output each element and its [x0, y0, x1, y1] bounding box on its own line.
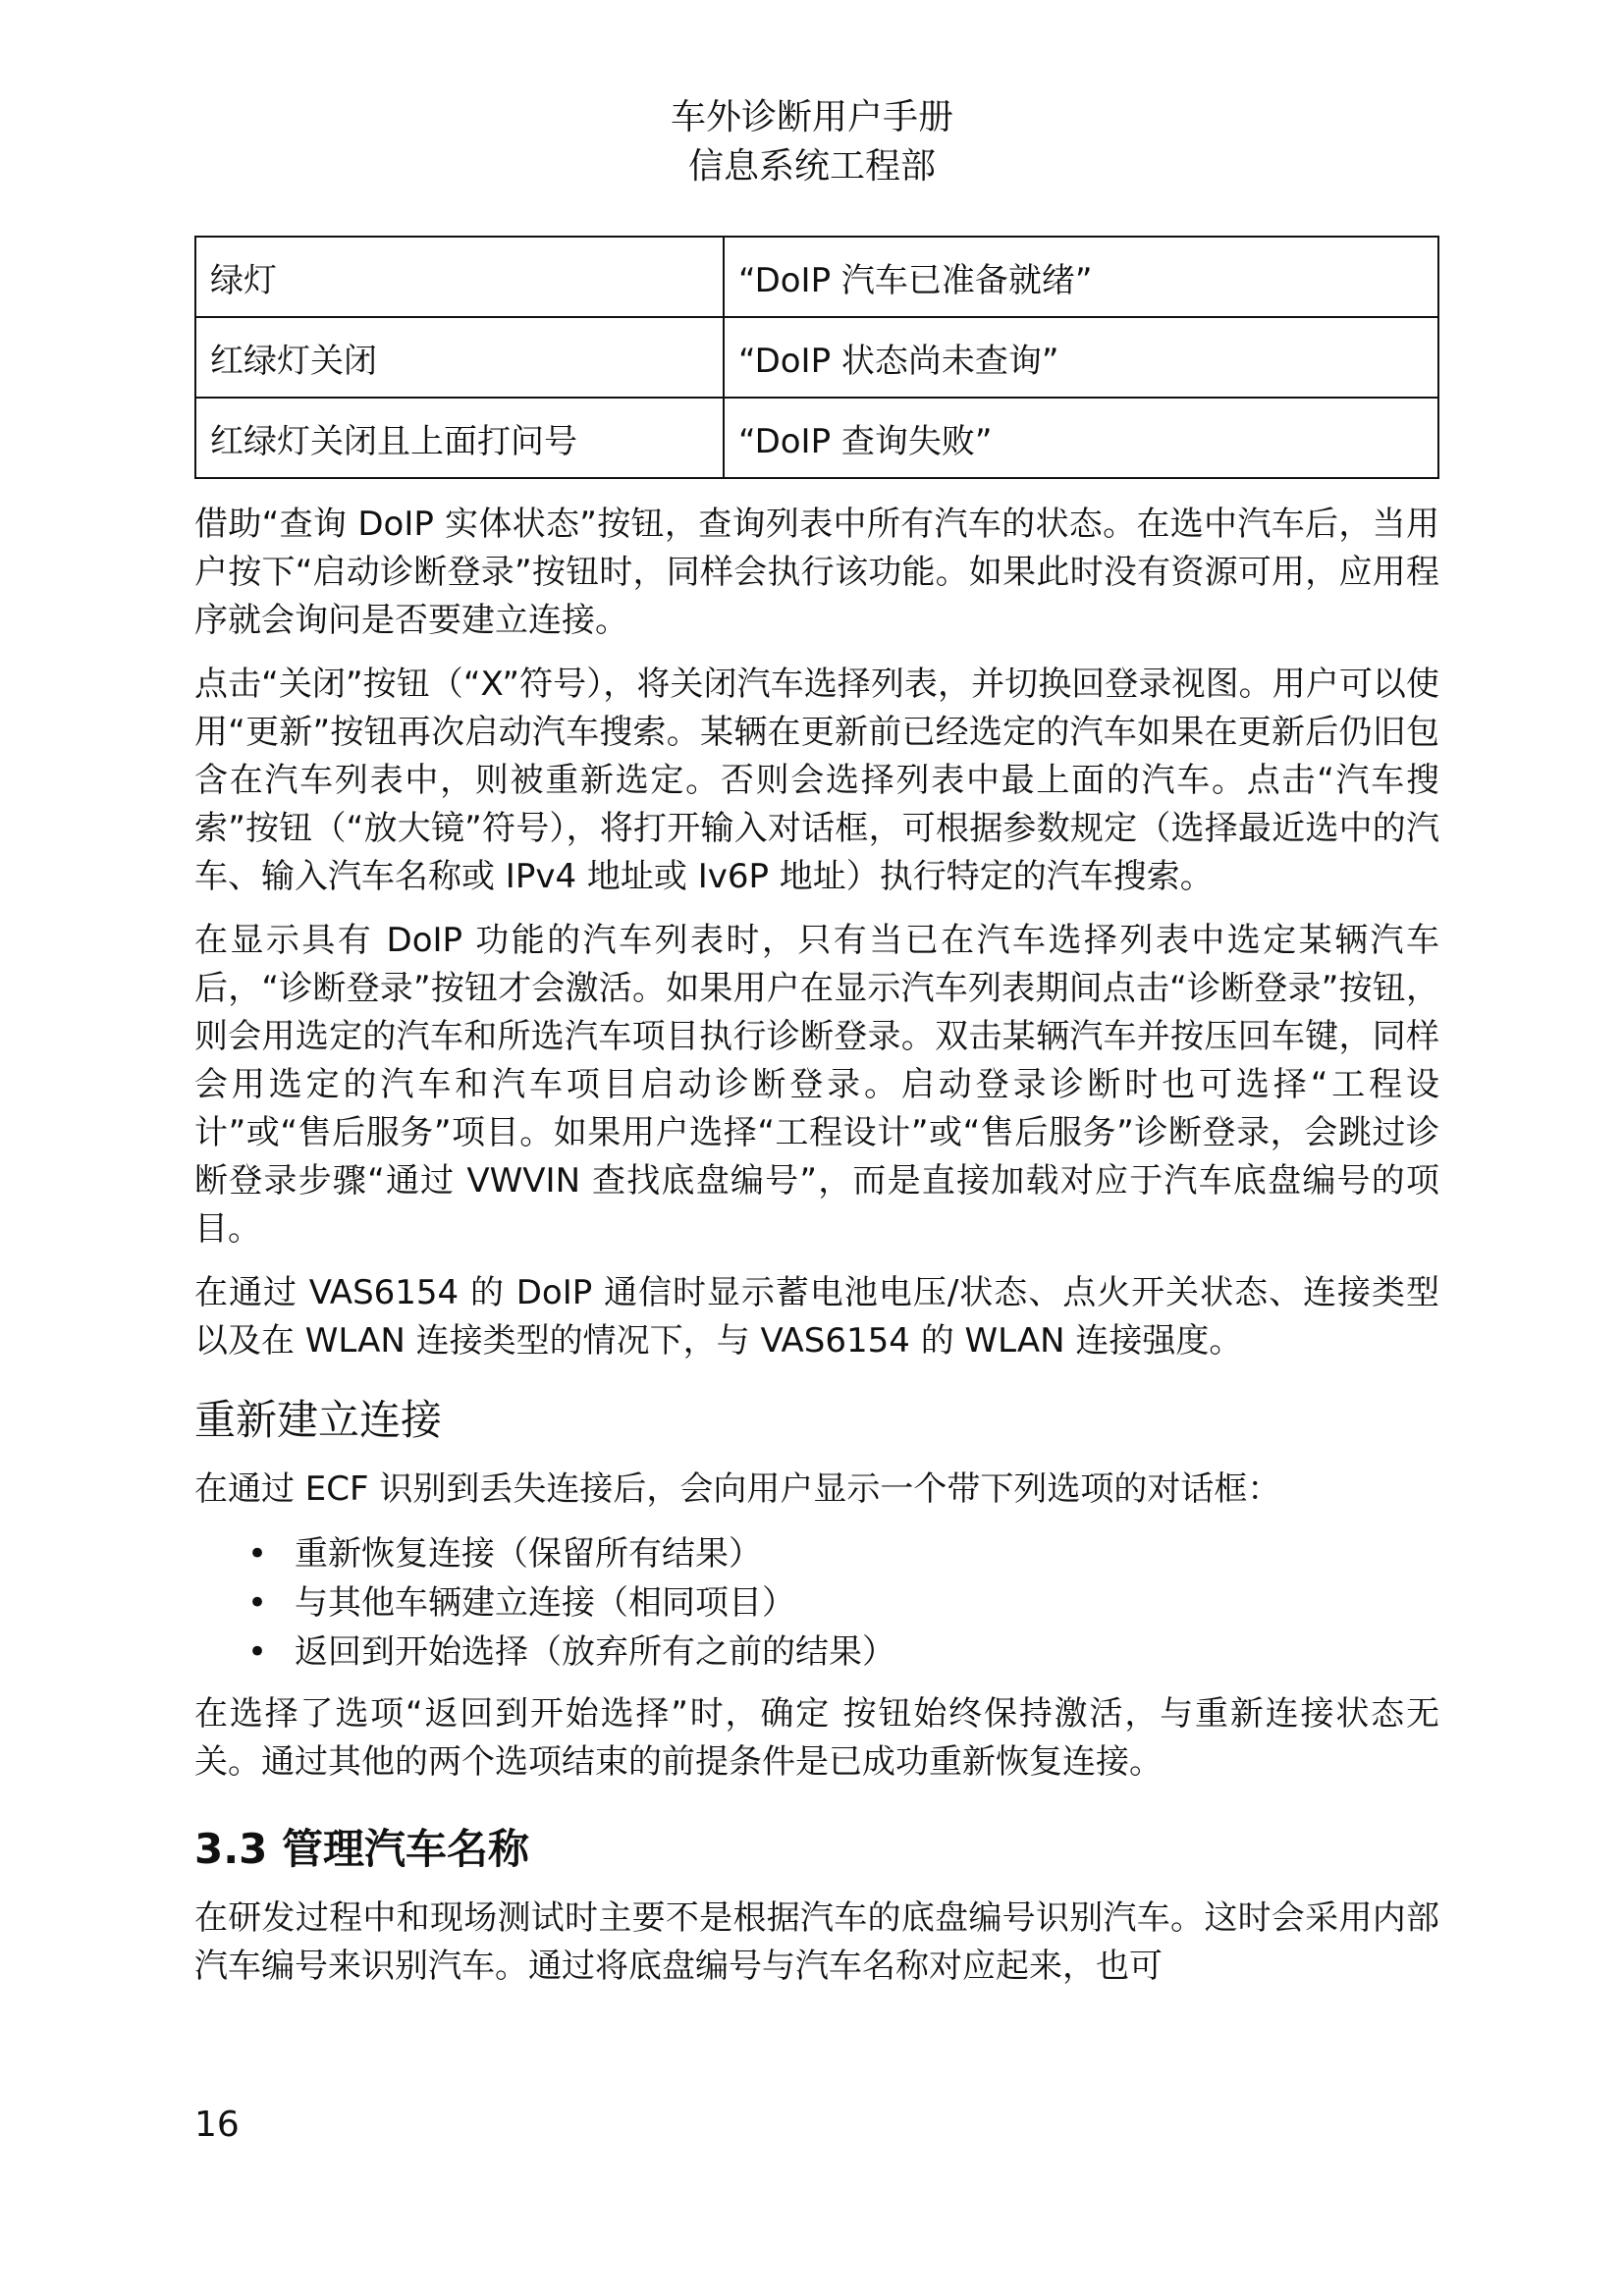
table-cell-indicator: 红绿灯关闭 [195, 317, 724, 398]
page-header [0, 93, 1624, 191]
reconnect-options-list [194, 1529, 1439, 1677]
paragraph-manage-names: 在研发过程中和现场测试时主要不是根据汽车的底盘编号识别汽车。这时会采用内部汽车编号来识别汽车。通过将底盘编号与汽车名称对应起来，也可 [194, 1898, 1439, 1986]
table-cell-meaning: “DoIP 状态尚未查询” [724, 317, 1438, 398]
paragraph-diagnostic-login: 在显示具有 DoIP 功能的汽车列表时，只有当已在汽车选择列表中选定某辆汽车后，“诊断登录”按钮才会激活。如果用户在显示汽车列表期间点击“诊断登录”按钮，则会用选定的汽车和所选汽车项目执行诊断登录。双击某辆汽车并按压回车键，同样会用选定的汽车和汽车项目启动诊断登录。启动登录诊断时也可选择“工程设计”或“售后服务”项目。如果用户选择“工程设计”或“售后服务”诊断登录，会跳过诊断登录步骤“通过 VWVIN 查找底盘编号”，而是直接加载对应于汽车底盘编号的项目。 [194, 921, 1439, 1249]
list-item [247, 1578, 1439, 1628]
body-content [194, 501, 1439, 2006]
table-row [195, 317, 1438, 398]
table-row [195, 398, 1438, 478]
list-item-text: 与其他车辆建立连接（相同项目） [295, 1583, 795, 1623]
paragraph-reconnect-after: 在选择了选项“返回到开始选择”时，确定 按钮始终保持激活，与重新连接状态无关。通过其他的两个选项结束的前提条件是已成功重新恢复连接。 [194, 1694, 1439, 1782]
paragraph-close-and-search: 点击“关闭”按钮（“X”符号），将关闭汽车选择列表，并切换回登录视图。用户可以使用“更新”按钮再次启动汽车搜索。某辆在更新前已经选定的汽车如果在更新后仍旧包含在汽车列表中，则被重新选定。否则会选择列表中最上面的汽车。点击“汽车搜索”按钮（“放大镜”符号），将打开输入对话框，可根据参数规定（选择最近选中的汽车、输入汽车名称或 IPv4 地址或 Iv6P 地址）执行特定的汽车搜索。 [194, 665, 1439, 896]
list-item [247, 1628, 1439, 1677]
table-cell-indicator: 红绿灯关闭且上面打问号 [195, 398, 724, 478]
bullet-icon: • [247, 1632, 268, 1672]
status-legend-table [194, 236, 1439, 479]
table-cell-meaning: “DoIP 汽车已准备就绪” [724, 237, 1438, 317]
header-title: 车外诊断用户手册 [670, 97, 953, 137]
header-department: 信息系统工程部 [687, 146, 936, 187]
paragraph-reconnect-intro: 在通过 ECF 识别到丢失连接后，会向用户显示一个带下列选项的对话框： [194, 1469, 1281, 1509]
list-item [247, 1529, 1439, 1578]
paragraph-query-status: 借助“查询 DoIP 实体状态”按钮，查询列表中所有汽车的状态。在选中汽车后，当用户按下“启动诊断登录”按钮时，同样会执行该功能。如果此时没有资源可用，应用程序就会询问是否要建立连接。 [194, 505, 1439, 640]
list-item-text: 重新恢复连接（保留所有结果） [295, 1534, 762, 1574]
section-heading-manage-names: 3.3 管理汽车名称 [194, 1825, 530, 1873]
bullet-icon: • [247, 1534, 268, 1574]
table-row [195, 237, 1438, 317]
paragraph-battery-status: 在通过 VAS6154 的 DoIP 通信时显示蓄电池电压/状态、点火开关状态、连接类型以及在 WLAN 连接类型的情况下，与 VAS6154 的 WLAN 连接强度。 [194, 1273, 1439, 1361]
bullet-icon: • [247, 1583, 268, 1623]
list-item-text: 返回到开始选择（放弃所有之前的结果） [295, 1632, 895, 1672]
table-cell-indicator: 绿灯 [195, 237, 724, 317]
heading-reconnect: 重新建立连接 [194, 1396, 443, 1444]
page-number: 16 [194, 2105, 240, 2145]
table-cell-meaning: “DoIP 查询失败” [724, 398, 1438, 478]
